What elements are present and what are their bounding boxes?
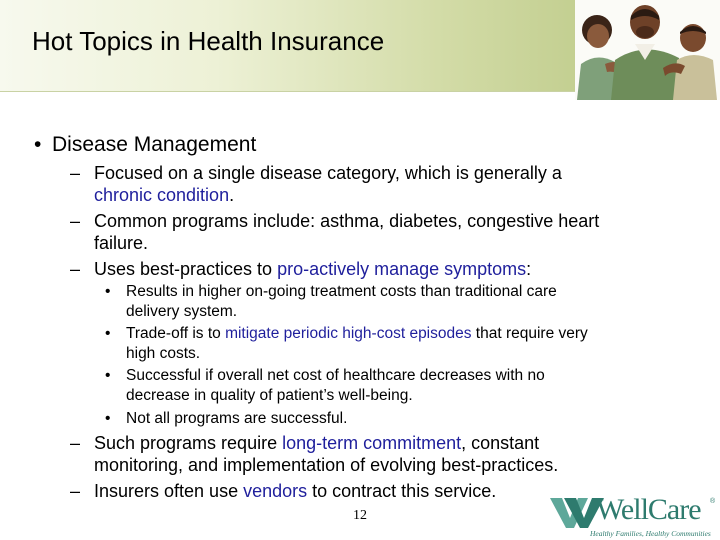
emphasis-text: chronic condition xyxy=(94,185,230,205)
text-line xyxy=(94,432,539,454)
text-run: delivery system. xyxy=(126,303,238,320)
text-line xyxy=(126,409,347,429)
text-run: Not all programs are successful. xyxy=(126,410,348,427)
logo-name: WellCare xyxy=(596,493,701,526)
text-run: Focused on a single disease category, which is generally a xyxy=(94,163,562,183)
wellcare-logo xyxy=(548,488,720,540)
text-line xyxy=(126,386,413,406)
text-line xyxy=(126,324,588,344)
text-run: , constant xyxy=(461,433,540,453)
text-line xyxy=(126,282,557,302)
text-run: decrease in quality of patient’s well-being. xyxy=(126,387,413,404)
text-run: that require very xyxy=(471,325,588,342)
text-run: . xyxy=(229,185,235,205)
text-run: : xyxy=(526,259,532,279)
logo-registered-mark: ® xyxy=(710,498,716,505)
dash-marker: – xyxy=(70,163,81,183)
text-run: Uses best-practices to xyxy=(94,259,278,279)
page-number: 12 xyxy=(353,508,367,523)
text-run: failure. xyxy=(94,233,149,253)
text-run: Common programs include: asthma, diabetes, congestive heart xyxy=(94,211,600,231)
slide-title: Hot Topics in Health Insurance xyxy=(32,26,385,56)
text-run: Results in higher on-going treatment costs than traditional care xyxy=(126,283,557,300)
text-line xyxy=(94,258,531,280)
text-run: monitoring, and implementation of evolving best-practices. xyxy=(94,455,559,475)
dash-marker: – xyxy=(70,211,81,231)
text-line xyxy=(94,210,599,232)
emphasis-text: mitigate periodic high-cost episodes xyxy=(225,325,472,342)
text-line xyxy=(126,302,237,322)
dash-marker: – xyxy=(70,433,81,453)
text-run: Insurers often use xyxy=(94,481,244,501)
text-line xyxy=(94,162,562,184)
emphasis-text: vendors xyxy=(243,481,308,501)
text-run: to contract this service. xyxy=(307,481,497,501)
text-line xyxy=(94,480,496,502)
sub-bullet-marker: • xyxy=(105,410,111,427)
text-run: Trade-off is to xyxy=(126,325,226,342)
text-line xyxy=(94,184,234,206)
sub-bullet-marker: • xyxy=(105,367,111,384)
text-run: Successful if overall net cost of healthcare decreases with no xyxy=(126,367,545,384)
text-run: high costs. xyxy=(126,345,201,362)
dash-marker: – xyxy=(70,481,81,501)
dash-marker: – xyxy=(70,259,81,279)
sub-bullet-marker: • xyxy=(105,283,111,300)
text-line xyxy=(126,366,545,386)
emphasis-text: pro-actively manage symptoms xyxy=(277,259,527,279)
text-line xyxy=(94,232,148,254)
text-line xyxy=(126,344,200,364)
text-line xyxy=(94,454,558,476)
sub-bullet-marker: • xyxy=(105,325,111,342)
bullet-heading: Disease Management xyxy=(52,133,257,156)
logo-tagline: Healthy Families, Healthy Communities xyxy=(590,529,711,538)
emphasis-text: long-term commitment xyxy=(282,433,462,453)
bullet-marker: • xyxy=(34,133,42,156)
text-run: Such programs require xyxy=(94,433,283,453)
